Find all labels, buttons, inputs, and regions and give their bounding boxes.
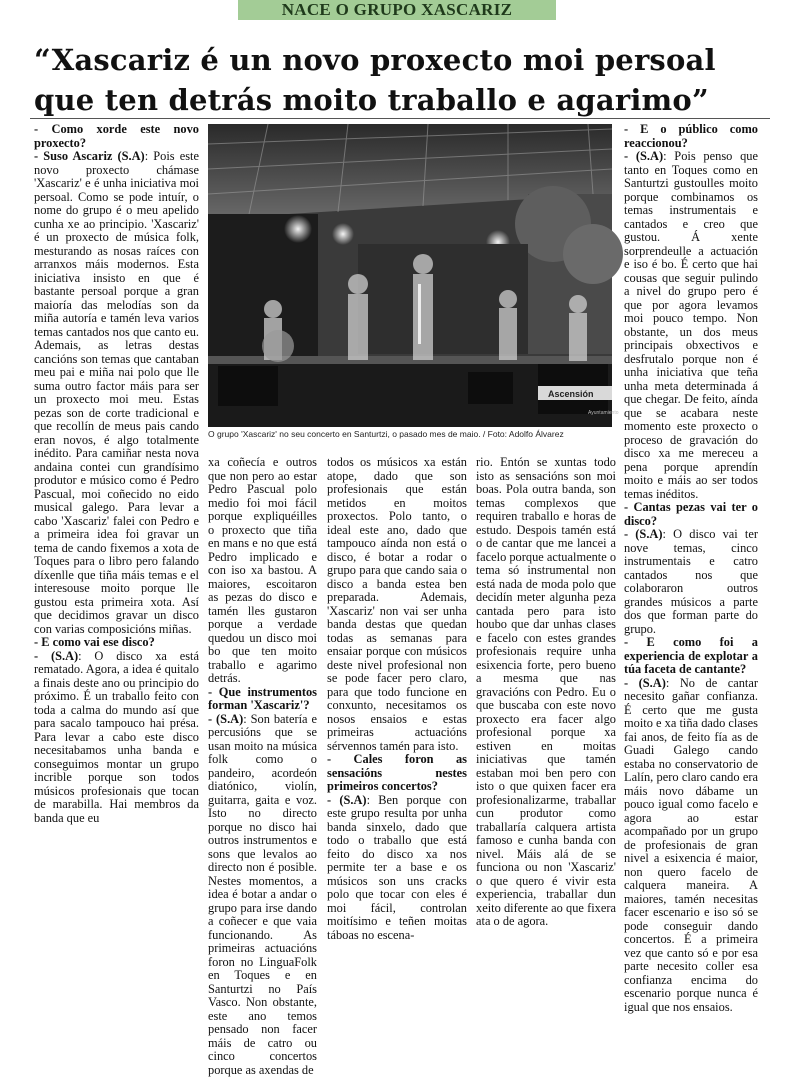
question: - Cales foron as sensacións nestes primeiros concertos? [327, 753, 467, 794]
answer [208, 713, 317, 1077]
article-column-3 [327, 456, 467, 919]
answer-text: : Pois este novo proxecto chámase 'Xascariz' e é unha iniciativa moi persoal. Como se pode intuír, o nome do grupo é o meu apelido cunha xe ao principio. 'Xascariz' é un proxecto de música folk, mesturando as nosas raíces con arranxos máis modernos. Esta iniciativa insisto en que é bastante persoal porque a gran maioría das melodías son da miña autoría e tamén leva varios temas cantados nos que canto eu. Ademais, as letras destas cancións son temas que cantaban meu pai e miña nai polo que lle suma outro factor máis para ser un proxecto moi meu. Estas pezas son de corte tradicional e que recollín de meus pais cando eran novos, é algo totalmente inédito. Para camiñar nesta nova andaina contei cun grandísimo produtor e músico como é Pedro Pascual, moi coñecido no eido musical galego. Para levar a cabo 'Xascariz' falei con Pedro e a primeira idea foi gravar un tema de cando fixemos a xota de Toques para o libro pero falando díxenlle que tiña máis temas e el interesouse moito porque lle gustou esta primeira xota. Así que decidimos gravar un disco con varias composicións miñas. [34, 149, 199, 636]
speaker-label: - (S.A) [208, 712, 243, 726]
stage-banner-text: Ascensión [548, 389, 594, 399]
headline: “Xascariz é un novo proxecto moi persoal que ten detrás moito traballo e agarimo” [34, 40, 774, 120]
question: - E o público como reaccionou? [624, 123, 758, 150]
speaker-label: - (S.A) [327, 793, 367, 807]
answer-text: : No de cantar necesito gañar confianza. É certo que me gusta moito e xa tiña dado clases fai anos, de feito fía as de Guadi Galego cando estaba no conservatorio de Lalín, pero claro cando era máis novo dábame un pouco igual como facelo e agora ao estar acompañado por un grupo de profesionais de gran nivel a esixencia é maior, non quero facelo de calquera maneira. A maiores, tamén necesitas facer escenario e iso só se pode conseguir dando concertos. É a primeira vez que canto só e por esa parte necesito coller esa confianza encima do escenario porque nunca é igual que nos ensaios. [624, 676, 758, 1014]
headline-divider [30, 118, 770, 119]
answer-text: : Son batería e percusións que se usan moito na música folk como o pandeiro, acordeón diatónico, violín, guitarra, gaita e voz. Isto no directo porque no disco hai outros instrumentos e sons que levalos ao directo non é posible. Nestes momentos, a idea é botar a andar o grupo para irse dando a coñecer e que vaia funcionando. As primeiras actuacións foron no LinguaFolk en Toques e en Santurtzi no País Vasco. Non obstante, este ano temos pensado non facer máis de catro ou cinco concertos porque as axendas de [208, 712, 317, 1077]
speaker-label: - Suso Ascariz (S.A) [34, 149, 145, 163]
article-column-5 [624, 123, 758, 919]
answer [327, 794, 467, 943]
answer-text: : O disco xa está rematado. Agora, a idea é quitalo a finais deste ano ou principio do próximo. É un traballo feito con toda a calma do mundo así que para sacalo tampouco hai présa. Para levar a cabo este disco necesitabamos unha banda e conseguimos montar un grupo incrible porque son todos músicos profesionais que tocan de marabilla. Hai membros da banda que eu [34, 649, 199, 825]
speaker-label: - (S.A) [34, 649, 78, 663]
question: - E como vai ese disco? [34, 636, 199, 650]
answer-text: : O disco vai ter nove temas, cinco instrumentais e catro cantados nos que colaboraron outros grandes músicos a parte dos que forman parte do grupo. [624, 527, 758, 636]
wall-sign-text: Ayuntamiento [588, 410, 619, 416]
concert-photo-image [208, 124, 612, 427]
speaker-label: - (S.A) [624, 676, 666, 690]
answer [34, 150, 199, 636]
question: - Como xorde este novo proxecto? [34, 123, 199, 150]
article-column-4 [476, 456, 616, 919]
answer-text: : Pois penso que tanto en Toques como en Santurtzi gustoulles moito porque combinamos os temas instrumentais e cantados e creo que gustou. Á xente sorprendeulle a actuación e iso é bo. É certo que hai cousas que seguir pulindo a nivel do grupo pero é que por agora levamos moi pouco tempo. Non obstante, un dos meus principais obxectivos e desfrutalo porque non é unha iniciativa que teña unha meta determinada á que chegar. De feito, aínda que se acabara neste momento este proxecto o proceso de gravación do disco xa me mereceu a pena porque aprendín moito e máis ao ser todos temas inéditos. [624, 149, 758, 501]
speaker-label: - (S.A) [624, 149, 663, 163]
question: - Cantas pezas vai ter o disco? [624, 501, 758, 528]
answer [624, 150, 758, 501]
article-column-2 [208, 456, 317, 919]
answer-text: : Ben porque con este grupo resulta por unha banda sinxelo, dado que todo o traballo que está feito do disco xa nos permite ter a base e os músicos son uns cracks polo que tocar con eles é moi fácil, controlan moitísimo e teñen moitas táboas no escena- [327, 793, 467, 942]
question: - Que instrumentos forman 'Xascariz'? [208, 686, 317, 713]
article-column-1 [34, 123, 199, 919]
answer [34, 650, 199, 826]
answer-text: xa coñecía e outros que non pero ao estar Pedro Pascual polo medio foi moi fácil porque expliquéilles o proxecto que tiña en mans e no que está Pedro implicado e con iso xa bastou. A maiores, escoitaron as pezas do disco e tamén lles gustaron porque a verdade quedou un disco moi bo que ten moito traballo e agarimo detrás. [208, 456, 317, 686]
answer-text: rio. Entón se xuntas todo isto as sensacións son moi boas. Pola outra banda, son temas complexos que requiren traballo e horas de estudo. Despois tamén está o de cantar que me lancei a facelo porque actualmente o tema só instrumental non está nada de moda polo que decidín meter algunha peza cantada pero para isto houbo que dar unhas clases e facelo con estes grandes profesionais require unha esixencia forte, pero bueno a mesma que nas gravacións con Pedro. Eu o que buscaba con este novo proxecto era facer algo profesional porque xa estiven en moitas iniciativas que tamén estaban moi ben pero con isto o que quixen facer era profesionalizarme, traballar cun produtor como traballaría calquera artista famoso e cunha banda con nivel. Máis alá de se funciona ou non 'Xascariz' o que quero é vivir esta experiencia, traballar dun xeito diferente ao que fixera ata o de agora. [476, 456, 616, 929]
question: - E como foi a experiencia de explotar a túa faceta de cantante? [624, 636, 758, 677]
answer [624, 677, 758, 1015]
concert-photo [208, 124, 612, 427]
photo-caption: O grupo 'Xascariz' no seu concerto en Santurtzi, o pasado mes de maio. / Foto: Adolfo Álvarez [208, 429, 618, 440]
speaker-label: - (S.A) [624, 527, 663, 541]
answer [624, 528, 758, 636]
section-banner-text: NACE O GRUPO XASCARIZ [282, 0, 513, 20]
answer-text: todos os músicos xa están atope, dado que son profesionais que están metidos en moitos proxectos. Polo tanto, o ideal este ano, dado que tampouco aínda non está o disco, é botar a rodar o grupo para que cando saia o disco a banda estea ben preparada. Ademais, 'Xascariz' non vai ser unha banda destas que quedan todas as semanas para ensaiar porque con músicos deste nivel profesional non se pode facer pero claro, para que todo funcione en conxunto, necesitamos os nosos ensaios e estas primeiras actuacións sérvennos tamén para isto. [327, 456, 467, 753]
section-banner [238, 0, 556, 20]
